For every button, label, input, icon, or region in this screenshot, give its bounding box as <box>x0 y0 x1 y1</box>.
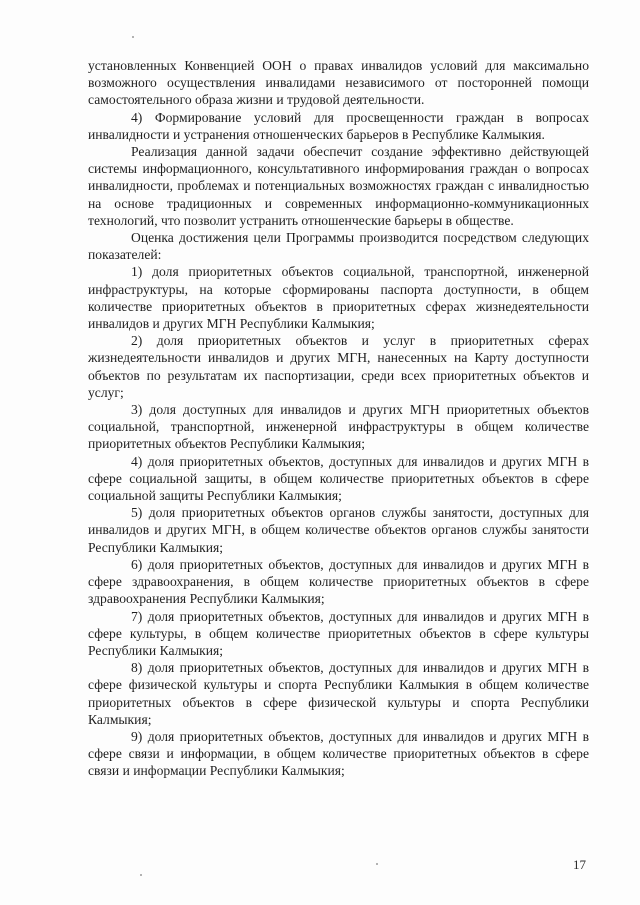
document-body <box>88 57 589 780</box>
indicator-3: 3) доля доступных для инвалидов и других МГН приоритетных объектов социальной, транспортной, инженерной инфраструктуры в общем количестве приоритетных объектов Республики Калмыкия; <box>88 402 589 452</box>
indicator-8: 8) доля приоритетных объектов, доступных для инвалидов и других МГН в сфере физической культуры и спорта Республики Калмыкия в общем количестве приоритетных объектов в сфере физической культуры и спорта Республики Калмыкия; <box>88 660 589 727</box>
indicator-5: 5) доля приоритетных объектов органов службы занятости, доступных для инвалидов и других МГН, в общем количестве объектов органов службы занятости Республики Калмыкия; <box>88 505 589 555</box>
paragraph-continuation: установленных Конвенцией ООН о правах инвалидов условий для максимально возможного осуществления инвалидами независимого от посторонней помощи самостоятельного образа жизни и трудовой деятельности. <box>88 58 589 108</box>
paragraph-item-4-formation: 4) Формирование условий для просвещенности граждан в вопросах инвалидности и устранения отношенческих барьеров в Республике Калмыкия. <box>88 109 589 142</box>
paragraph-indicators-intro: Оценка достижения цели Программы производится посредством следующих показателей: <box>88 230 589 263</box>
indicator-4: 4) доля приоритетных объектов, доступных для инвалидов и других МГН в сфере социальной защиты, в общем количестве приоритетных объектов в сфере социальной защиты Республики Калмыкия; <box>88 453 589 504</box>
scan-speck <box>140 874 142 876</box>
indicator-9: 9) доля приоритетных объектов, доступных для инвалидов и других МГН в сфере связи и информации, в общем количестве приоритетных объектов в сфере связи и информации Республики Калмыкия; <box>88 728 589 779</box>
page-number: 17 <box>573 857 586 872</box>
indicator-1: 1) доля приоритетных объектов социальной, транспортной, инженерной инфраструктуры, на которые сформированы паспорта доступности, в общем количестве приоритетных объектов в приоритетных сферах жизнедеятельности инвалидов и других МГН Республики Калмыкия; <box>88 264 589 332</box>
scan-speck <box>132 36 134 38</box>
indicator-2: 2) доля приоритетных объектов и услуг в приоритетных сферах жизнедеятельности инвалидов и других МГН, нанесенных на Карту доступности объектов по результатам их паспортизации, среди всех приоритетных объектов и услуг; <box>88 333 589 400</box>
indicator-6: 6) доля приоритетных объектов, доступных для инвалидов и других МГН в сфере здравоохранения, в общем количестве приоритетных объектов в сфере здравоохранения Республики Калмыкия; <box>88 556 589 607</box>
scan-speck <box>376 863 378 865</box>
paragraph-task-implementation: Реализация данной задачи обеспечит создание эффективно действующей системы информационного, консультативного информирования граждан о вопросах инвалидности, проблемах и потенциальных возможностях граждан с инвалидностью на основе традиционных и современных информационно-коммуникационных технологий, что позволит устранить отношенческие барьеры в обществе. <box>88 144 589 228</box>
indicator-7: 7) доля приоритетных объектов, доступных для инвалидов и других МГН в сфере культуры, в общем количестве приоритетных объектов в сфере культуры Республики Калмыкия; <box>88 608 589 658</box>
